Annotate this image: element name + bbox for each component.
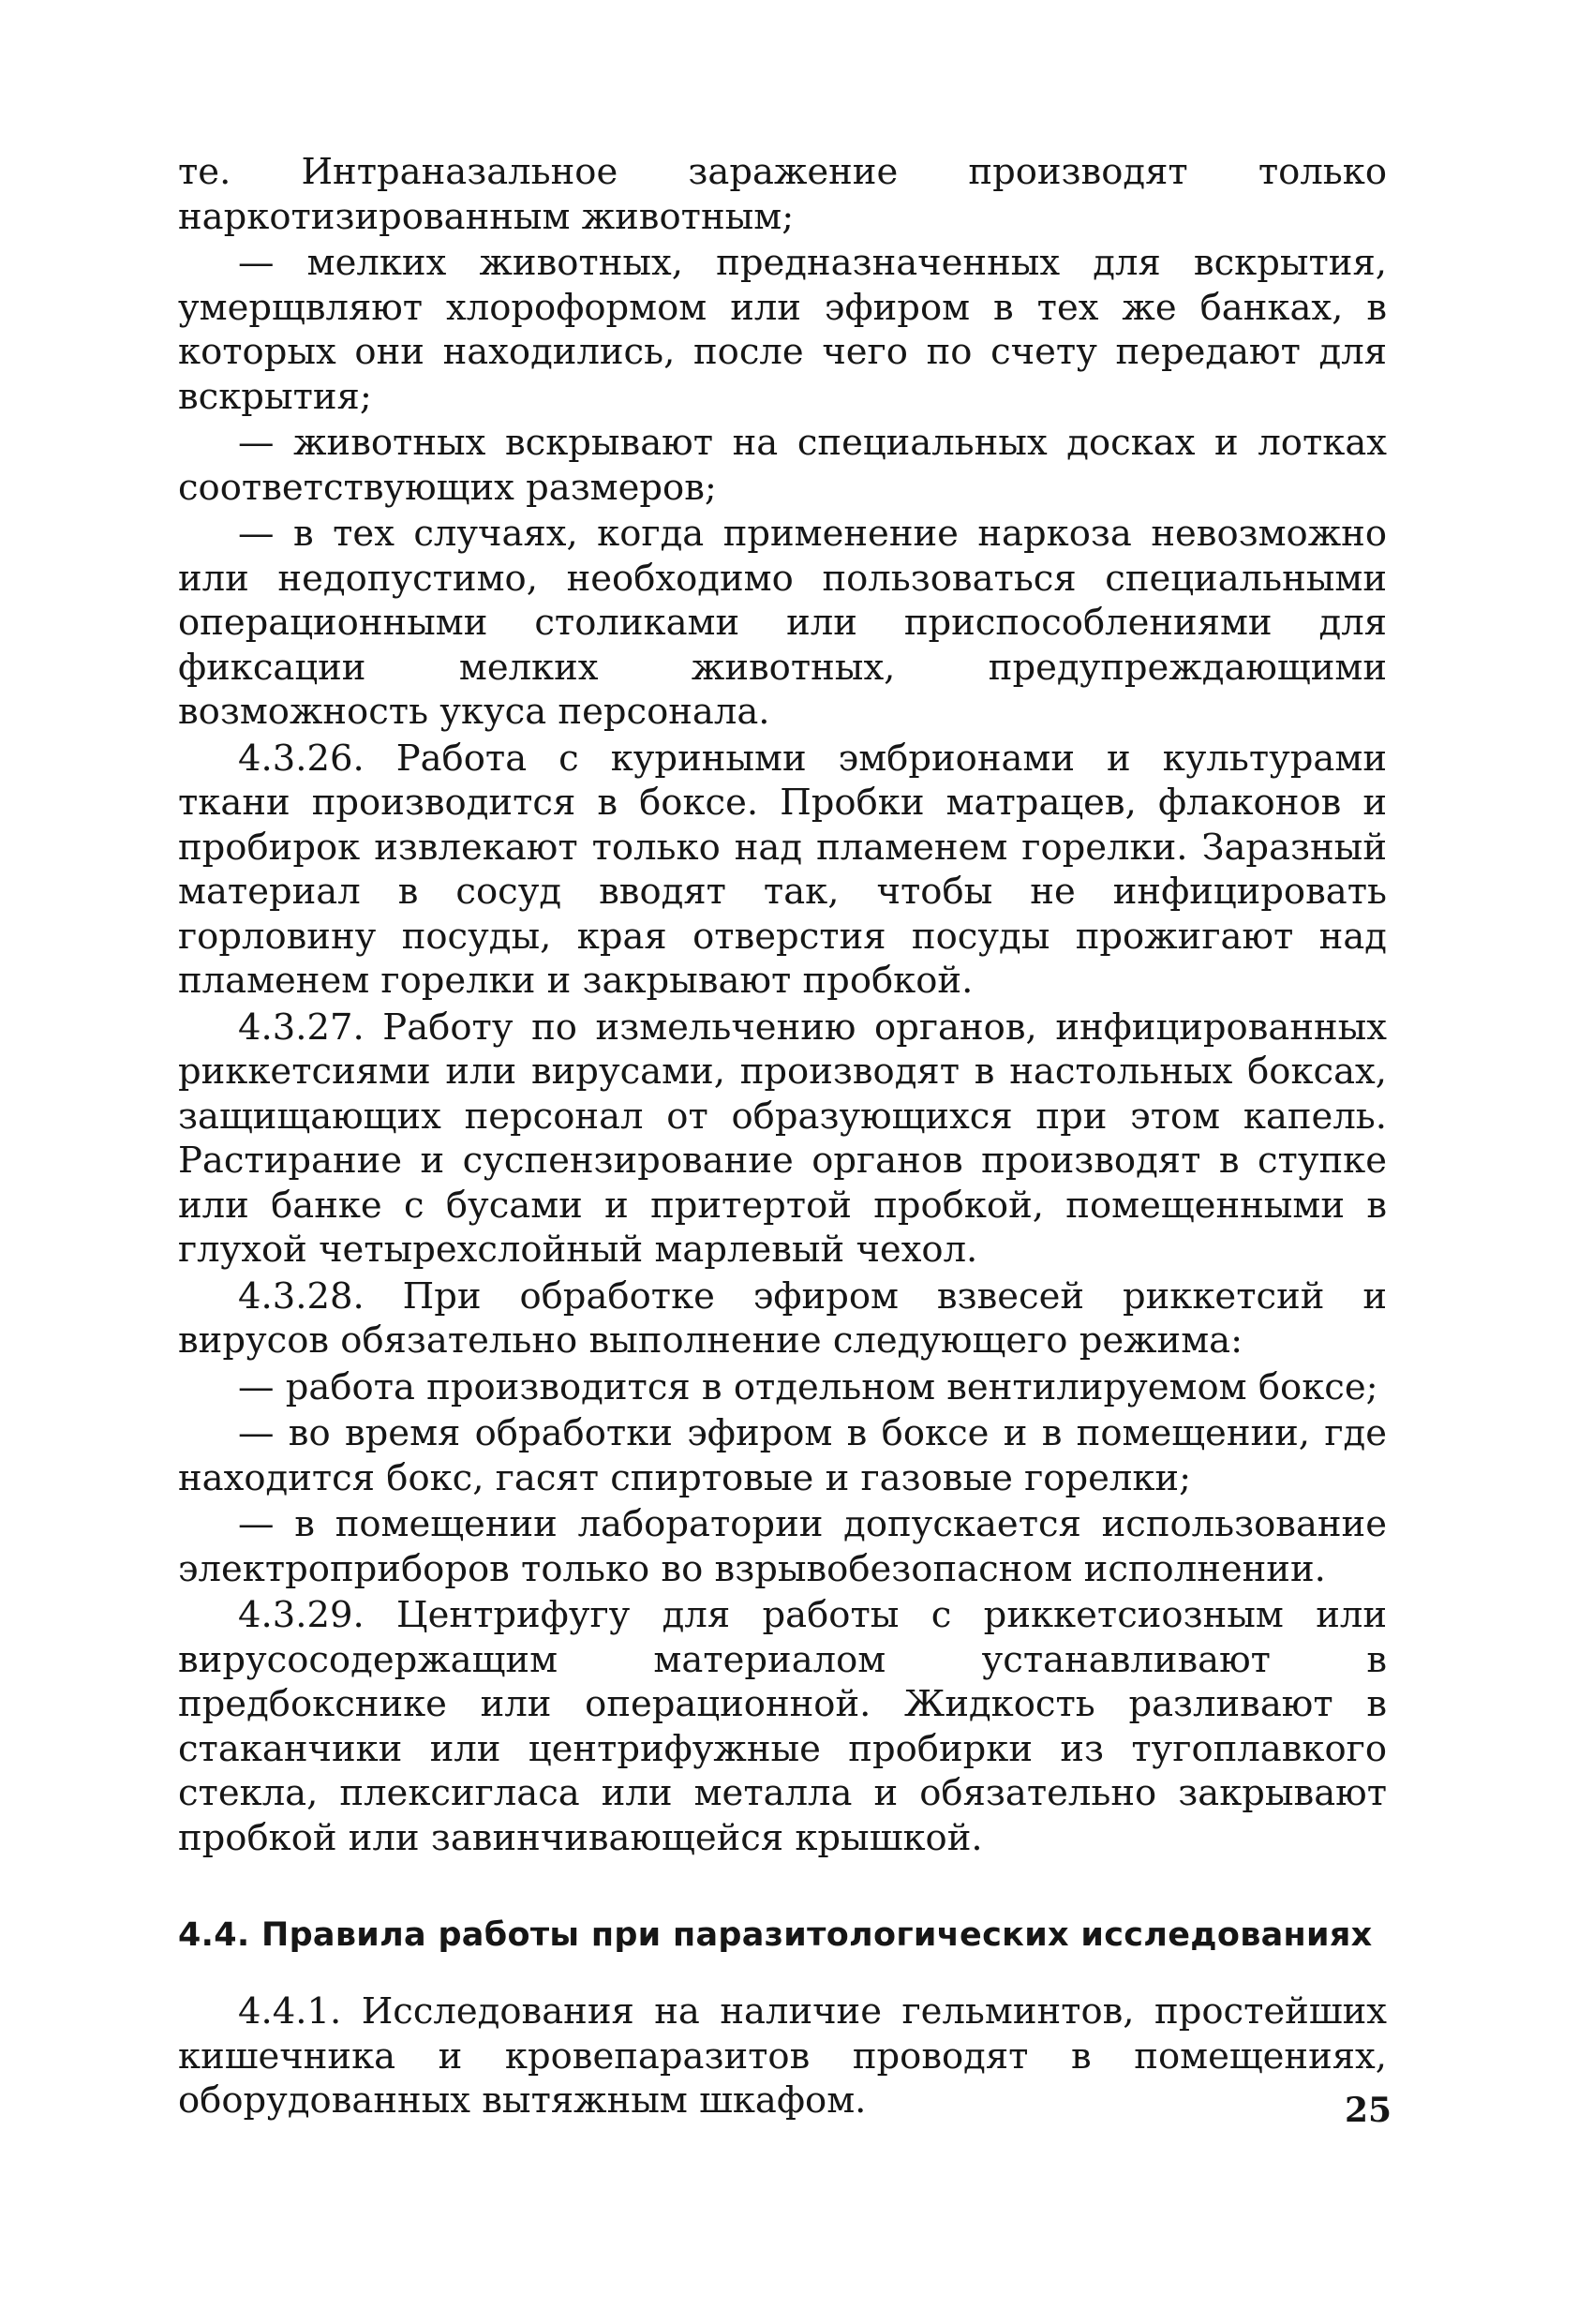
page-body (178, 150, 1387, 2123)
paragraph-4-3-26: 4.3.26. Работа с куриными эмбрионами и культурами ткани производится в боксе. Пробки матрацев, флаконов и пробирок извлекают только над пламенем горелки. Заразный материал в сосуд вводят так, чтобы не инфицировать горловину посуды, края отверстия посуды прожигают над пламенем горелки и закрывают пробкой. (178, 737, 1387, 1002)
paragraph: — во время обработки эфиром в боксе и в помещении, где находится бокс, гасят спиртовые и газовые горелки; (178, 1412, 1387, 1499)
paragraph-4-3-29: 4.3.29. Центрифугу для работы с риккетсиозным или вирусосодержащим материалом устанавливают в предбокснике или операционной. Жидкость разливают в стаканчики или центрифужные пробирки из тугоплавкого стекла, плексигласа или металла и обязательно закрывают пробкой или завинчивающейся крышкой. (178, 1594, 1387, 1859)
paragraph: те. Интраназальное заражение производят только наркотизированным животным; (178, 151, 1387, 238)
section-heading: 4.4. Правила работы при паразитологических исследованиях (178, 1916, 1373, 1954)
paragraph: — мелких животных, предназначенных для вскрытия, умерщвляют хлороформом или эфиром в тех же банках, в которых они находились, после чего по счету передают для вскрытия; (178, 242, 1387, 418)
paragraph-4-3-28: 4.3.28. При обработке эфиром взвесей риккетсий и вирусов обязательно выполнение следующего режима: (178, 1274, 1387, 1362)
paragraph: — животных вскрывают на специальных досках и лотках соответствующих размеров; (178, 422, 1387, 509)
paragraph: — работа производится в отдельном вентилируемом боксе; (238, 1365, 1378, 1408)
paragraph-4-3-27: 4.3.27. Работу по измельчению органов, инфицированных риккетсиями или вирусами, производят в настольных боксах, защищающих персонал от образующихся при этом капель. Растирание и суспензирование органов производят в ступке или банке с бусами и притертой пробкой, помещенными в глухой четырехслойный марлевый чехол. (178, 1006, 1387, 1271)
paragraph: — в тех случаях, когда применение наркоза невозможно или недопустимо, необходимо пользоваться специальными операционными столиками или приспособлениями для фиксации мелких животных, предупреждающими возможность укуса персонала. (178, 513, 1387, 733)
paragraphs-before-heading (178, 150, 1387, 1860)
paragraph: — в помещении лаборатории допускается использование электроприборов только во взрывобезопасном исполнении. (178, 1503, 1387, 1590)
paragraph-4-4-1: 4.4.1. Исследования на наличие гельминтов, простейших кишечника и кровепаразитов проводят в помещениях, оборудованных вытяжным шкафом. (178, 1990, 1387, 2122)
paragraphs-after-heading (178, 1989, 1387, 2123)
page-number: 25 (1345, 2091, 1392, 2130)
